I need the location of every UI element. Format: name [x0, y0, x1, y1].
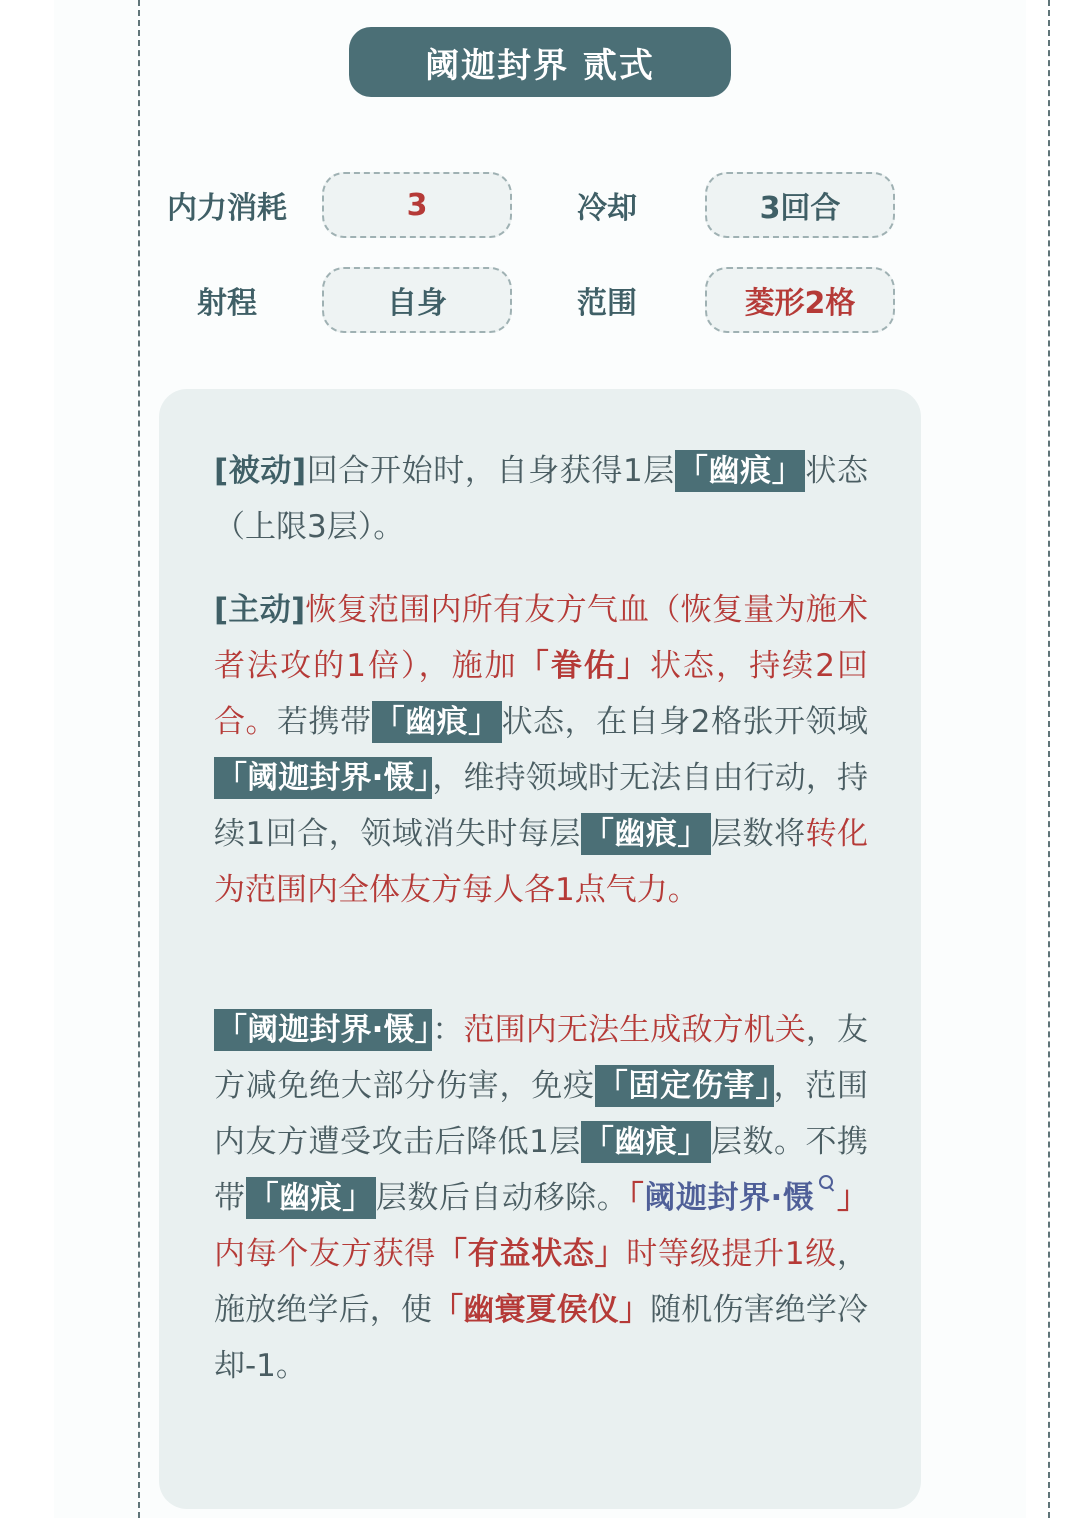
domain-search-link[interactable]: 阈迦封界·慑 — [644, 1180, 836, 1216]
status-youhen[interactable]: 「幽痕」 — [675, 450, 805, 492]
domain-keyword[interactable]: 「阈迦封界·慑」 — [214, 1009, 432, 1051]
status-youhen[interactable]: 「幽痕」 — [246, 1177, 376, 1219]
domain-keyword[interactable]: 「阈迦封界·慑」 — [214, 757, 432, 799]
domain-paragraph: 「阈迦封界·慑」：范围内无法生成敌方机关，友方减免绝大部分伤害，免疫「固定伤害」，范围内友方遭受攻击后降低1层「幽痕」层数。不携带「幽痕」层数后自动移除。「阈迦封界·慑 」内每个友方获得「有益状态」时等级提升1级，施放绝学后，使「幽寰夏侯仪」随机伤害绝学冷却-1。 — [214, 1002, 868, 1394]
passive-paragraph: [被动]回合开始时，自身获得1层「幽痕」状态（上限3层）。 — [214, 443, 868, 555]
status-youhen[interactable]: 「幽痕」 — [581, 813, 711, 855]
fixed-damage-keyword[interactable]: 「固定伤害」 — [595, 1065, 774, 1107]
status-juanyou: 「眷佑」 — [517, 648, 650, 684]
cost-label: 内力消耗 — [167, 191, 287, 226]
passive-tag: [被动] — [214, 453, 307, 489]
cost-value: 3 — [322, 172, 512, 238]
beneficial-status: 「有益状态」 — [436, 1236, 627, 1272]
range-value: 自身 — [322, 267, 512, 333]
search-icon[interactable] — [818, 1174, 836, 1192]
cooldown-value: 3回合 — [705, 172, 895, 238]
cooldown-label: 冷却 — [577, 191, 637, 226]
area-value: 菱形2格 — [705, 267, 895, 333]
dashed-border-right — [1048, 0, 1050, 1518]
status-youhen[interactable]: 「幽痕」 — [581, 1121, 711, 1163]
active-tag: [主动] — [214, 592, 306, 628]
area-label: 范围 — [577, 286, 637, 321]
skill-title: 阈迦封界 贰式 — [349, 27, 731, 97]
character-name: 「幽寰夏侯仪」 — [432, 1292, 651, 1328]
status-youhen[interactable]: 「幽痕」 — [372, 701, 502, 743]
range-label: 射程 — [197, 286, 257, 321]
active-paragraph: [主动]恢复范围内所有友方气血（恢复量为施术者法攻的1倍），施加「眷佑」状态，持续2回合。若携带「幽痕」状态，在自身2格张开领域「阈迦封界·慑」，维持领域时无法自由行动，持续1回合，领域消失时每层「幽痕」层数将转化为范围内全体友方每人各1点气力。 — [214, 592, 869, 908]
